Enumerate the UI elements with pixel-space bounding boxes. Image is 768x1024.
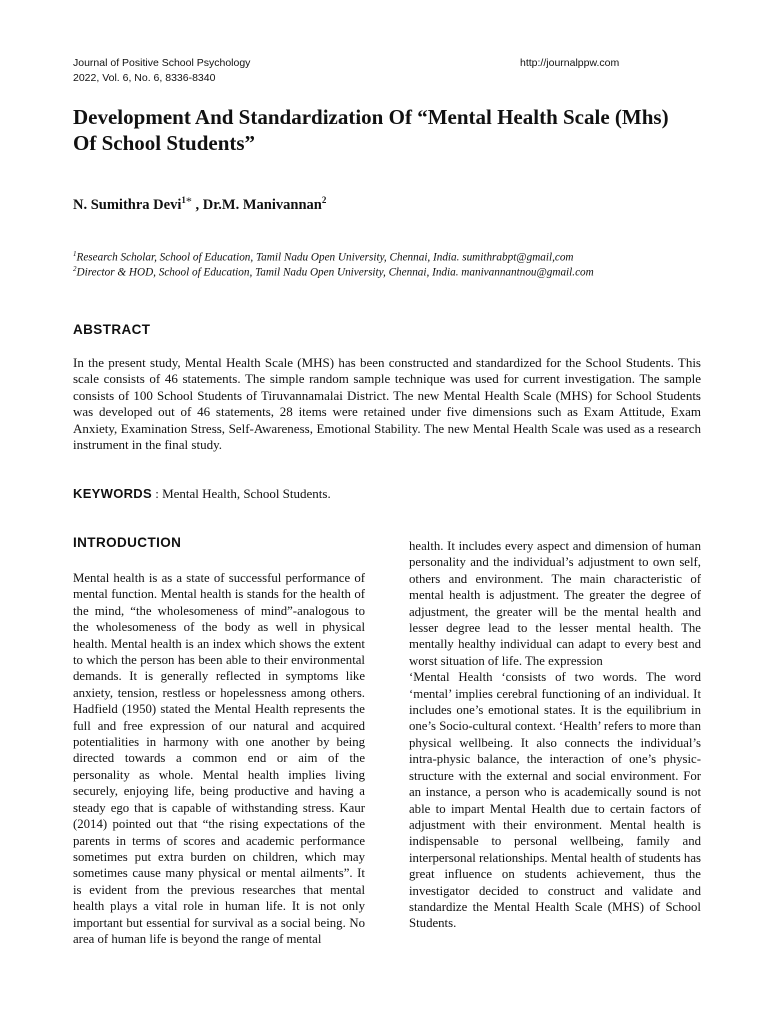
keywords-separator: : xyxy=(151,486,163,501)
journal-header xyxy=(73,56,250,86)
introduction-left-column xyxy=(73,570,365,947)
corresponding-author-mark: * xyxy=(185,194,192,208)
abstract-heading: ABSTRACT xyxy=(73,322,151,337)
intro-paragraph-2: health. It includes every aspect and dimension of human personality and the individual’s adjustment to own self, others and environment. The main characteristic of mental health is adjustment. The greater the degree of adjustment, the greater will be the mental health and lesser degree lead to the lesser mental health. The mentally healthy individual can adapt to every best and worst situation of life. The expression xyxy=(409,539,701,668)
author-2-name: Dr.M. Manivannan xyxy=(202,197,322,213)
affiliation-2-text: Director & HOD, School of Education, Tamil Nadu Open University, Chennai, India. manivannantnou@gmail.com xyxy=(76,266,594,279)
abstract-text: In the present study, Mental Health Scale (MHS) has been constructed and standardized for the School Students. This scale consists of 46 statements. The simple random sample technique was used for current investigation. The sample consists of 100 School Students of Tiruvannamalai District. The new Mental Health Scale (MHS) for School Students was developed out of 46 statements, 28 items were retained under five dimensions such as Exam Attitude, Exam Anxiety, Examination Stress, Self-Awareness, Emotional Stability. The new Mental Health Scale was used as a research instrument in the final study. xyxy=(73,355,701,453)
keywords-line xyxy=(73,486,331,502)
journal-name: Journal of Positive School Psychology xyxy=(73,57,251,69)
author-separator: , xyxy=(191,197,203,213)
journal-issue: 2022, Vol. 6, No. 6, 8336-8340 xyxy=(73,72,216,84)
author-1-affil-mark: 1 xyxy=(181,195,186,206)
author-2-affil-mark: 2 xyxy=(321,195,327,206)
paper-title: Development And Standardization Of “Mental Health Scale (Mhs) Of School Students” xyxy=(73,105,669,155)
intro-paragraph-1: Mental health is as a state of successful performance of mental function. Mental health is stands for the health of the mind, “the wholesomeness of mind”-analogous to the wholesomeness of the body as well in physical health. Mental health is an index which shows the extent to which the person has been able to their environmental demands. It is generally reflected in symptoms like anxiety, tension, restless or hopelessness among others. Hadfield (1950) stated the Mental Health represents the full and free expression of our natural and acquired potentialities in harmony with one another by being directed towards a common end or aim of the personality as whole. Mental health implies living securely, enjoying life, being productive and having a steady ego that is capable of withstanding stress. Kaur (2014) pointed out that “the rising expectations of the parents in terms of scores and academic performance sometimes put extra burden on children, which may sometimes cause many physical or mental ailments”. It is evident from the previous researches that mental health plays a vital role in human life. It is not only important but essential for survival as a social being. No area of human life is beyond the range of mental xyxy=(73,571,365,946)
author-line xyxy=(73,194,326,214)
affiliation-2 xyxy=(73,262,594,281)
affiliation-1-mark: 1 xyxy=(73,250,77,258)
journal-url[interactable]: http://journalppw.com xyxy=(520,57,620,69)
keywords-text: Mental Health, School Students. xyxy=(162,486,331,501)
affiliation-1-text: Research Scholar, School of Education, Tamil Nadu Open University, Chennai, India. sumithrabpt@gmail,com xyxy=(76,251,574,264)
affiliation-2-mark: 2 xyxy=(73,265,77,273)
author-1-name: N. Sumithra Devi xyxy=(73,197,182,213)
introduction-heading: INTRODUCTION xyxy=(73,535,182,550)
intro-paragraph-3: ‘Mental Health ‘consists of two words. The word ‘mental’ implies cerebral functioning of an individual. It includes one’s emotional states. It is the equilibrium in one’s Socio-cultural context. ‘Health’ refers to more than physical wellbeing. It also connects the individual’s intra-physic balance, the interaction of one’s physic-structure with the external and social environment. For an instance, a person who is academically sound is not able to impart Mental Health due to certain factors of adjustment with their environment. Mental health is indispensable to personal wellbeing, family and interpersonal relationships. Mental health of students has great influence on students achievement, thus the investigator decided to construct and validate and standardize the Mental Health Scale (MHS) of School Students. xyxy=(409,670,701,931)
introduction-right-column xyxy=(409,538,701,932)
keywords-label: KEYWORDS xyxy=(73,486,152,501)
